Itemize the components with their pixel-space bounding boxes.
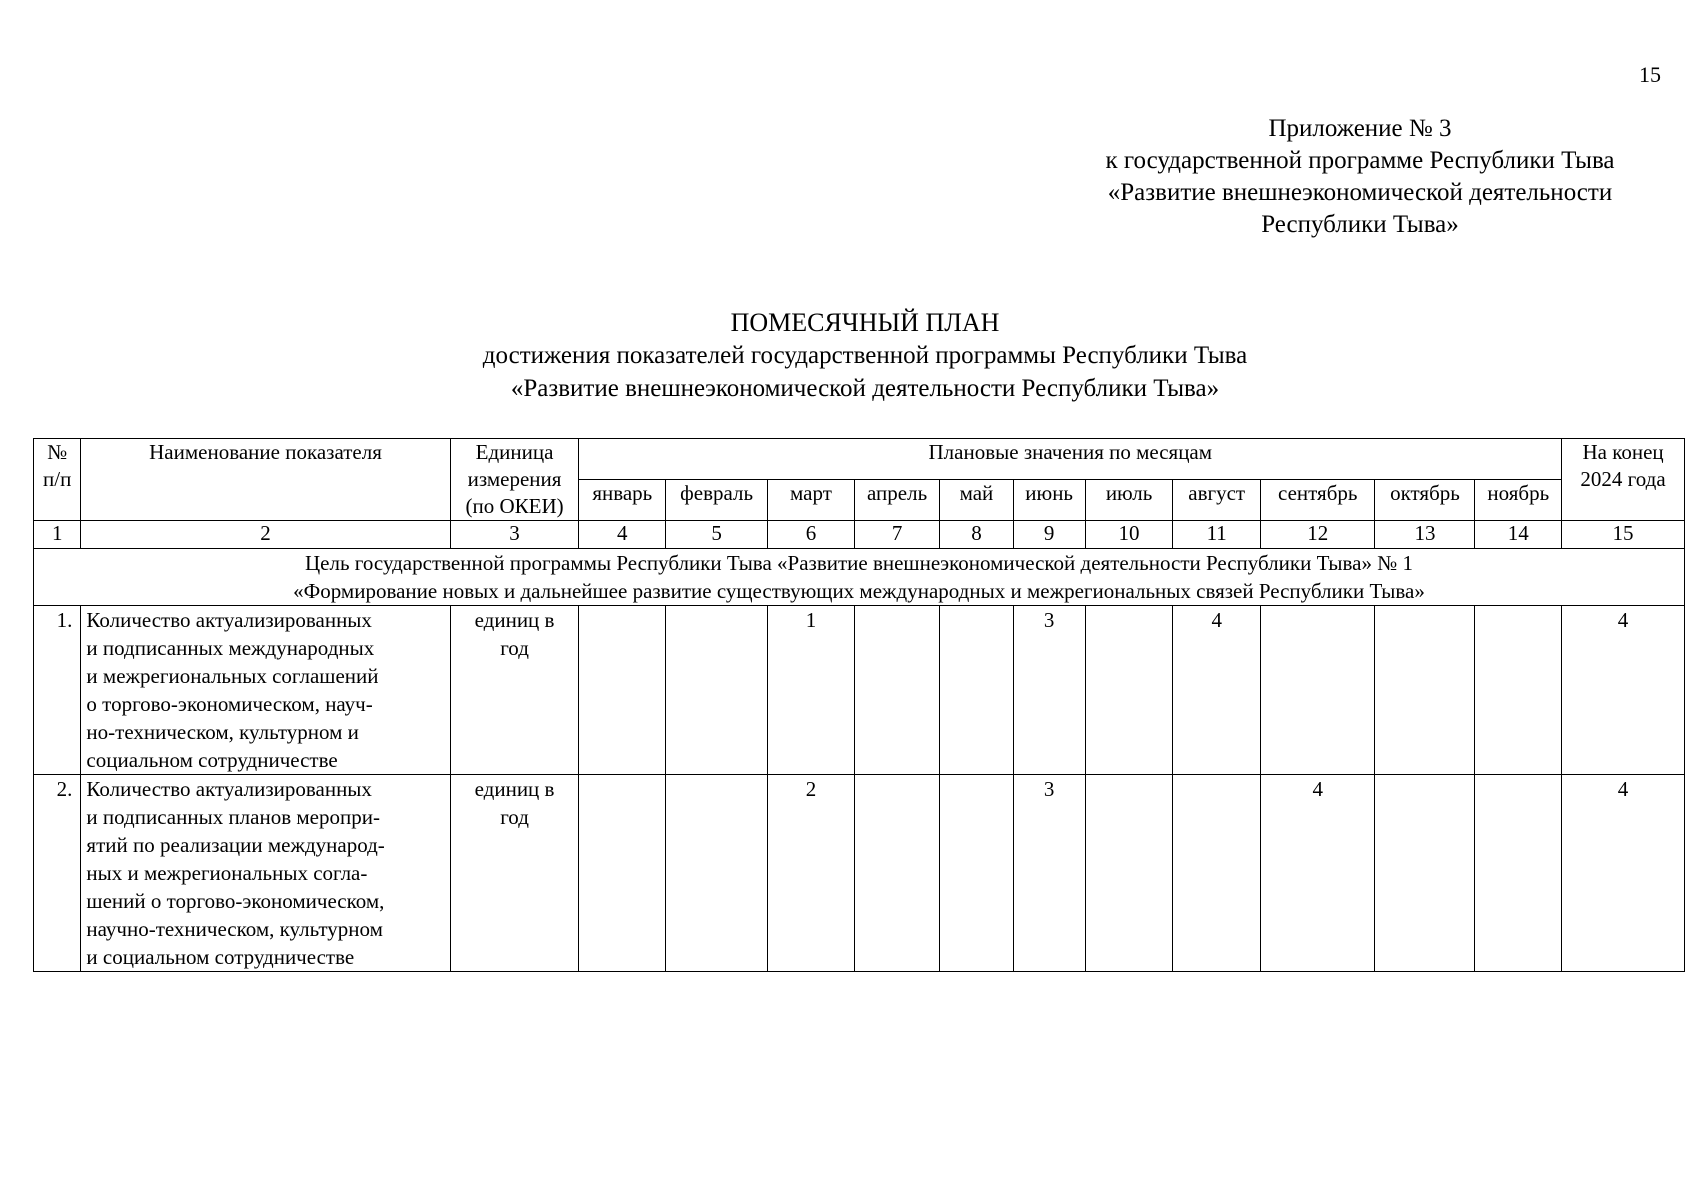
header-text: измерения — [467, 467, 562, 491]
document-heading — [0, 306, 1697, 405]
goal-row — [34, 549, 1685, 606]
month-value — [1173, 775, 1261, 972]
month-header: июнь — [1013, 480, 1085, 521]
month-header: октябрь — [1375, 480, 1475, 521]
header-num — [34, 439, 81, 521]
month-value: 4 — [1261, 775, 1375, 972]
column-number: 5 — [666, 521, 768, 549]
month-header: февраль — [666, 480, 768, 521]
column-number: 15 — [1562, 521, 1685, 549]
unit-line: единиц в — [474, 608, 555, 632]
month-header: ноябрь — [1475, 480, 1562, 521]
column-number: 9 — [1013, 521, 1085, 549]
month-value: 1 — [768, 606, 855, 775]
column-number: 8 — [940, 521, 1013, 549]
month-header: август — [1173, 480, 1261, 521]
header-text: № — [47, 440, 68, 464]
table-row — [34, 606, 1685, 775]
month-value — [1261, 606, 1375, 775]
goal-text: Цель государственной программы Республики Тыва «Развитие внешнеэкономической деятельности Республики Тыва» № 1 — [305, 551, 1413, 575]
column-number: 7 — [854, 521, 940, 549]
column-number: 1 — [34, 521, 81, 549]
goal-text: «Формирование новых и дальнейшее развитие существующих международных и межрегиональных связей Республики Тыва» — [293, 579, 1425, 603]
month-header: май — [940, 480, 1013, 521]
indicator-name-line: социальном сотрудничестве — [86, 748, 338, 772]
indicator-name-line: но-техническом, культурном и — [86, 720, 359, 744]
month-value — [666, 606, 768, 775]
indicator-name-line: Количество актуализированных — [86, 608, 372, 632]
month-header: январь — [579, 480, 666, 521]
indicator-name-line: научно-техническом, культурном — [86, 917, 383, 941]
month-value — [940, 606, 1013, 775]
indicator-name-line: ных и межрегиональных согла- — [86, 861, 368, 885]
month-value — [854, 775, 940, 972]
month-value — [1375, 606, 1475, 775]
unit-cell — [450, 775, 579, 972]
header-name: Наименование показателя — [81, 439, 450, 521]
indicator-name-line: о торгово-экономическом, науч- — [86, 692, 373, 716]
goal-cell — [34, 549, 1685, 606]
header-unit — [450, 439, 579, 521]
document-subtitle: достижения показателей государственной программы Республики Тыва — [482, 342, 1248, 369]
appendix-line: к государственной программе Республики Тыва — [1105, 147, 1615, 174]
indicator-name-line: и подписанных международных — [86, 636, 375, 660]
header-text: 2024 года — [1580, 467, 1666, 491]
column-number-row — [34, 521, 1685, 549]
end-of-year-value: 4 — [1562, 606, 1685, 775]
month-value — [666, 775, 768, 972]
page-number: 15 — [1639, 62, 1661, 87]
header-row — [34, 439, 1685, 480]
indicator-name — [81, 606, 450, 775]
month-value — [579, 775, 666, 972]
column-number: 12 — [1261, 521, 1375, 549]
indicator-name-line: и межрегиональных соглашений — [86, 664, 379, 688]
month-value — [1475, 606, 1562, 775]
unit-line: год — [500, 805, 529, 829]
column-number: 6 — [768, 521, 855, 549]
appendix-line: «Развитие внешнеэкономической деятельности — [1107, 179, 1613, 206]
month-value — [579, 606, 666, 775]
column-number: 3 — [450, 521, 579, 549]
column-number: 14 — [1475, 521, 1562, 549]
unit-line: единиц в — [474, 777, 555, 801]
header-text: Единица — [475, 440, 554, 464]
document-title: ПОМЕСЯЧНЫЙ ПЛАН — [730, 308, 1000, 337]
header-end-of-year — [1562, 439, 1685, 521]
header-text: п/п — [43, 467, 72, 491]
month-value: 3 — [1013, 775, 1085, 972]
indicator-name-line: и социальном сотрудничестве — [86, 945, 355, 969]
month-header: апрель — [854, 480, 940, 521]
month-value: 4 — [1173, 606, 1261, 775]
document-subtitle: «Развитие внешнеэкономической деятельности Республики Тыва» — [510, 375, 1220, 402]
row-number: 2. — [34, 775, 81, 972]
appendix-line: Приложение № 3 — [1268, 115, 1452, 142]
column-number: 10 — [1085, 521, 1173, 549]
month-header: март — [768, 480, 855, 521]
indicator-name — [81, 775, 450, 972]
month-header: сентябрь — [1261, 480, 1375, 521]
month-value — [940, 775, 1013, 972]
column-number: 13 — [1375, 521, 1475, 549]
month-value: 2 — [768, 775, 855, 972]
indicator-name-line: ятий по реализации международ- — [86, 833, 385, 857]
appendix-line: Республики Тыва» — [1261, 211, 1459, 238]
header-text: На конец — [1582, 440, 1664, 464]
column-number: 11 — [1173, 521, 1261, 549]
month-value — [1085, 775, 1173, 972]
month-value — [854, 606, 940, 775]
indicator-name-line: и подписанных планов меропри- — [86, 805, 380, 829]
indicator-name-line: шений о торгово-экономическом, — [86, 889, 385, 913]
unit-cell — [450, 606, 579, 775]
table-row — [34, 775, 1685, 972]
monthly-plan-table — [33, 438, 1685, 972]
column-number: 2 — [81, 521, 450, 549]
month-value — [1475, 775, 1562, 972]
indicator-name-line: Количество актуализированных — [86, 777, 372, 801]
column-number: 4 — [579, 521, 666, 549]
end-of-year-value: 4 — [1562, 775, 1685, 972]
month-value — [1085, 606, 1173, 775]
header-planned: Плановые значения по месяцам — [579, 439, 1562, 480]
header-text: (по ОКЕИ) — [465, 494, 564, 518]
appendix-block — [1040, 113, 1680, 241]
month-value — [1375, 775, 1475, 972]
month-value: 3 — [1013, 606, 1085, 775]
month-header: июль — [1085, 480, 1173, 521]
unit-line: год — [500, 636, 529, 660]
row-number: 1. — [34, 606, 81, 775]
